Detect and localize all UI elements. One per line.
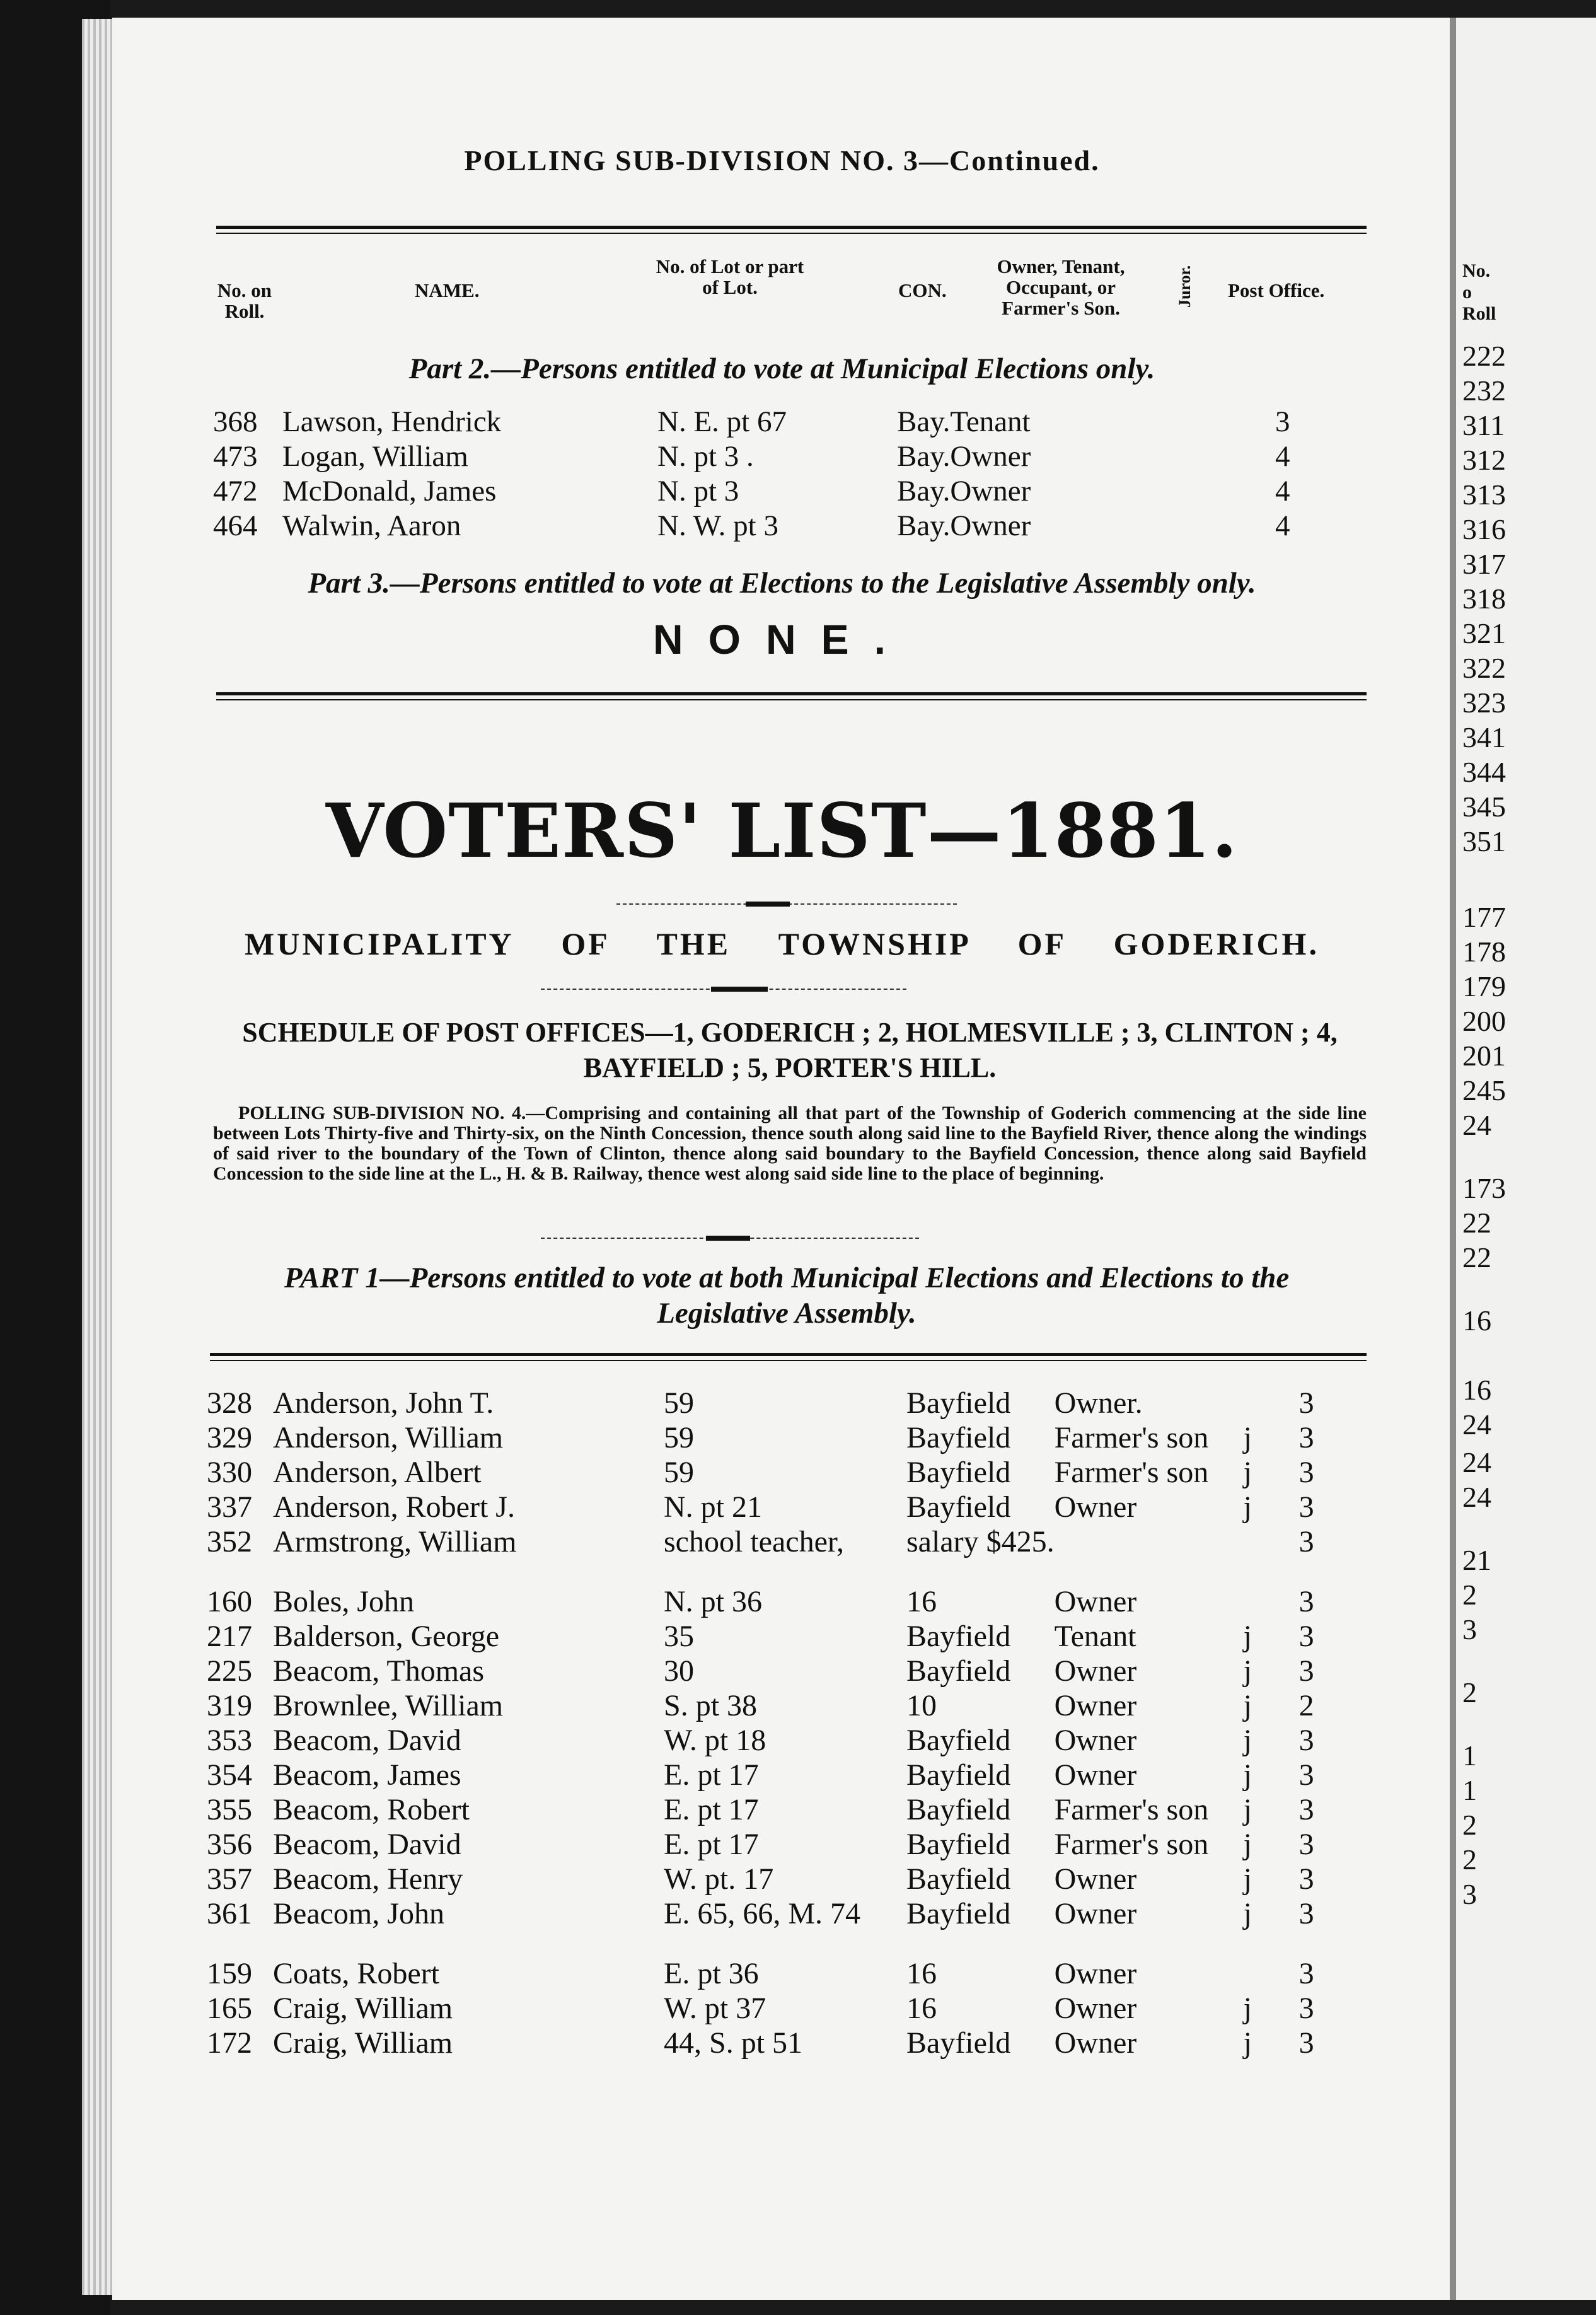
post-office-number: 2 <box>1298 1689 1314 1722</box>
post-office-number: 3 <box>1298 1724 1314 1757</box>
adjacent-roll-number: 322 <box>1462 652 1506 684</box>
adjacent-roll-number: 341 <box>1462 721 1506 753</box>
adjacent-roll-number: 2 <box>1462 1843 1477 1876</box>
juror-mark: j <box>1243 1897 1252 1930</box>
part1-heading-line2: Legislative Assembly. <box>657 1297 917 1330</box>
roll-number: 172 <box>207 2026 252 2060</box>
adjacent-roll-number: 317 <box>1462 548 1506 580</box>
voter-status: Owner <box>1054 1585 1137 1618</box>
table-row <box>207 1455 1326 1490</box>
roll-number: 329 <box>207 1421 252 1454</box>
post-office-number: 3 <box>1298 1828 1314 1861</box>
voter-lot: E. pt 17 <box>664 1793 759 1826</box>
voter-concession: 10 <box>906 1689 937 1722</box>
voter-name: Beacom, Robert <box>273 1793 470 1826</box>
voter-name: Anderson, Albert <box>273 1456 482 1489</box>
post-office-number: 3 <box>1298 2026 1314 2060</box>
page-title: VOTERS' LIST—1881. <box>325 787 1239 874</box>
voter-status: Farmer's son <box>1054 1456 1209 1489</box>
adjacent-roll-number: 24 <box>1462 1109 1491 1141</box>
table-row <box>207 1758 1326 1792</box>
adjacent-roll-number: 318 <box>1462 583 1506 615</box>
voter-lot: N. pt 3 <box>657 475 739 508</box>
voter-status: Owner <box>1054 1992 1137 2025</box>
adjacent-roll-number: 3 <box>1462 1878 1477 1910</box>
voter-lot: 59 <box>664 1386 694 1420</box>
voter-concession: Bayfield <box>906 1654 1011 1688</box>
juror-mark: j <box>1243 1992 1252 2025</box>
voter-name: Boles, John <box>273 1585 415 1618</box>
voter-post: 4 <box>1275 475 1290 508</box>
juror-mark: j <box>1243 1689 1252 1722</box>
table-row <box>207 1991 1326 2026</box>
voter-name: Beacom, James <box>273 1758 461 1792</box>
voter-lot: school teacher, <box>664 1525 844 1558</box>
voter-name: Beacom, David <box>273 1724 461 1757</box>
voter-name: Walwin, Aaron <box>282 509 461 542</box>
adjacent-roll-number: 1 <box>1462 1739 1477 1772</box>
post-office-number: 3 <box>1298 1386 1314 1420</box>
adjacent-roll-number: 313 <box>1462 479 1506 511</box>
voter-name: Beacom, Henry <box>273 1862 463 1896</box>
post-office-number: 3 <box>1298 1585 1314 1618</box>
juror-mark: j <box>1243 1724 1252 1757</box>
voter-lot: E. pt 17 <box>664 1758 759 1792</box>
list-item: 368 <box>213 405 258 438</box>
col-post-office: Post Office. <box>1228 279 1325 301</box>
voter-name: Anderson, Robert J. <box>273 1490 515 1524</box>
adjacent-roll-number: 232 <box>1462 374 1506 407</box>
voter-lot: E. pt 17 <box>664 1828 759 1861</box>
voter-lot: N. pt 21 <box>664 1490 762 1524</box>
voter-lot: W. pt 18 <box>664 1724 766 1757</box>
adjacent-col-heading: No. o Roll <box>1462 260 1496 324</box>
table-row <box>207 1723 1326 1758</box>
post-office-number: 3 <box>1298 1992 1314 2025</box>
voter-post: 4 <box>1275 509 1290 542</box>
adjacent-roll-number: 21 <box>1462 1544 1491 1576</box>
post-office-number: 3 <box>1298 1421 1314 1454</box>
juror-mark: j <box>1243 1758 1252 1792</box>
voter-concession: Bayfield <box>906 1828 1011 1861</box>
voter-con-status: Bay.Tenant <box>897 405 1031 438</box>
roll-number: 328 <box>207 1386 252 1420</box>
voter-concession: Bayfield <box>906 1490 1011 1524</box>
voter-status: Owner <box>1054 1654 1137 1688</box>
post-office-number: 3 <box>1298 1654 1314 1688</box>
table-row <box>207 1584 1326 1619</box>
table-row <box>207 1619 1326 1654</box>
voter-concession: Bayfield <box>906 1897 1011 1930</box>
post-office-number: 3 <box>1298 1456 1314 1489</box>
roll-number: 352 <box>207 1525 252 1558</box>
voter-name: Craig, William <box>273 2026 453 2060</box>
col-name: NAME. <box>415 279 480 301</box>
voter-name: Anderson, William <box>273 1421 504 1454</box>
voter-lot: 44, S. pt 51 <box>664 2026 803 2060</box>
running-head: POLLING SUB-DIVISION NO. 3—Continued. <box>464 144 1100 177</box>
voter-concession: Bayfield <box>906 1421 1011 1454</box>
voter-lot: N. E. pt 67 <box>657 405 787 438</box>
voter-name: Logan, William <box>282 440 468 473</box>
post-office-number: 3 <box>1298 1620 1314 1653</box>
roll-number: 319 <box>207 1689 252 1722</box>
col-lot: No. of Lot or part of Lot. <box>656 255 804 298</box>
post-office-number: 3 <box>1298 1862 1314 1896</box>
roll-number: 361 <box>207 1897 252 1930</box>
voter-lot: E. pt 36 <box>664 1957 759 1990</box>
document-page <box>112 18 1452 2300</box>
list-item: 464 <box>213 509 258 542</box>
voter-name: Brownlee, William <box>273 1689 504 1722</box>
voter-con-status: Bay.Owner <box>897 509 1031 542</box>
adjacent-roll-number: 245 <box>1462 1074 1506 1106</box>
adjacent-roll-number: 24 <box>1462 1481 1491 1513</box>
adjacent-roll-number: 3 <box>1462 1613 1477 1645</box>
adjacent-roll-number: 200 <box>1462 1005 1506 1037</box>
voter-status: Owner <box>1054 1689 1137 1722</box>
roll-number: 159 <box>207 1957 252 1990</box>
voter-status: Owner <box>1054 1862 1137 1896</box>
roll-number: 337 <box>207 1490 252 1524</box>
voter-name: Craig, William <box>273 1992 453 2025</box>
roll-number: 225 <box>207 1654 252 1688</box>
voter-concession: Bayfield <box>906 1758 1011 1792</box>
none-label: NONE. <box>652 616 911 663</box>
ornament-bar <box>711 987 768 992</box>
juror-mark <box>1244 1584 1288 1619</box>
voter-concession: Bayfield <box>906 1456 1011 1489</box>
juror-mark <box>1244 1524 1288 1559</box>
juror-mark: j <box>1243 1793 1252 1826</box>
roll-number: 354 <box>207 1758 252 1792</box>
voter-lot: 59 <box>664 1456 694 1489</box>
juror-mark: j <box>1243 2026 1252 2060</box>
schedule-post-offices-line1: SCHEDULE OF POST OFFICES—1, GODERICH ; 2, HOLMESVILLE ; 3, CLINTON ; 4, <box>242 1017 1338 1048</box>
voter-post: 3 <box>1275 405 1290 438</box>
post-office-number: 3 <box>1298 1793 1314 1826</box>
voter-status: Farmer's son <box>1054 1421 1209 1454</box>
adjacent-roll-number: 24 <box>1462 1446 1491 1478</box>
adjacent-roll-number: 1 <box>1462 1774 1477 1806</box>
roll-number: 353 <box>207 1724 252 1757</box>
voter-concession: Bayfield <box>906 1620 1011 1653</box>
adjacent-roll-number: 2 <box>1462 1579 1477 1611</box>
voter-name: Anderson, John T. <box>273 1386 494 1420</box>
row-spacer <box>207 1931 1326 1956</box>
voter-lot: 59 <box>664 1421 694 1454</box>
col-no-on-roll: No. on Roll. <box>217 279 272 322</box>
col-status: Owner, Tenant, Occupant, or Farmer's Son. <box>997 255 1125 319</box>
table-row <box>207 2026 1326 2060</box>
voter-concession: Bayfield <box>906 1386 1011 1420</box>
adjacent-roll-number: 177 <box>1462 901 1506 933</box>
juror-mark: j <box>1243 1490 1252 1524</box>
adjacent-roll-number: 173 <box>1462 1172 1506 1204</box>
adjacent-roll-number: 201 <box>1462 1040 1506 1072</box>
adjacent-roll-number: 351 <box>1462 825 1506 857</box>
table-row <box>207 1420 1326 1455</box>
part1-rule <box>210 1353 1367 1361</box>
voter-status: Owner <box>1054 1957 1137 1990</box>
juror-mark: j <box>1243 1828 1252 1861</box>
voter-concession: 16 <box>906 1585 937 1618</box>
adjacent-roll-number: 16 <box>1462 1374 1491 1406</box>
roll-number: 355 <box>207 1793 252 1826</box>
voter-lot: S. pt 38 <box>664 1689 758 1722</box>
voter-lot: N. pt 3 . <box>657 440 754 473</box>
voter-status: Owner <box>1054 1897 1137 1930</box>
adjacent-roll-number: 22 <box>1462 1241 1491 1274</box>
voter-name: Coats, Robert <box>273 1957 439 1990</box>
roll-number: 160 <box>207 1585 252 1618</box>
post-office-number: 3 <box>1298 1897 1314 1930</box>
ornament-bar <box>746 902 790 907</box>
voter-status: Owner <box>1054 1490 1137 1524</box>
voter-status: Owner <box>1054 1724 1137 1757</box>
voter-concession: Bayfield <box>906 1862 1011 1896</box>
voter-name: Beacom, David <box>273 1828 461 1861</box>
part2-heading: Part 2.—Persons entitled to vote at Municipal Elections only. <box>408 352 1155 385</box>
voter-concession: Bayfield <box>906 1793 1011 1826</box>
col-juror: Juror. <box>1176 265 1194 308</box>
voter-status: Owner <box>1054 1758 1137 1792</box>
juror-mark <box>1244 1956 1288 1991</box>
adjacent-roll-number: 321 <box>1462 617 1506 649</box>
roll-number: 357 <box>207 1862 252 1896</box>
adjacent-roll-number: 312 <box>1462 444 1506 476</box>
adjacent-roll-number: 22 <box>1462 1207 1491 1239</box>
voter-name: Lawson, Hendrick <box>282 405 502 438</box>
adjacent-roll-number: 2 <box>1462 1809 1477 1841</box>
adjacent-roll-number: 323 <box>1462 687 1506 719</box>
section-rule <box>216 692 1367 700</box>
voter-name: Beacom, John <box>273 1897 444 1930</box>
voter-concession: salary $425. <box>906 1525 1055 1558</box>
voter-table <box>207 1386 1326 2060</box>
table-row <box>207 1827 1326 1862</box>
adjacent-roll-number: 178 <box>1462 936 1506 968</box>
voter-concession: Bayfield <box>906 2026 1011 2060</box>
subdivision-description: POLLING SUB-DIVISION NO. 4.—Comprising and containing all that part of the Township of Goderich commencing at the side line between Lots Thirty-five and Thirty-six, on the Ninth Concession, thence south along said line to the Bayfield River, thence along the windings of said river to the boundary of the Town of Clinton, thence along said boundary to the Bayfield Concession, thence along said Bayfield Concession to the side line at the L., H. & B. Railway, thence west along said side line to the place of beginning. <box>213 1103 1367 1184</box>
adjacent-roll-number: 2 <box>1462 1676 1477 1709</box>
voter-lot: W. pt. 17 <box>664 1862 774 1896</box>
juror-mark: j <box>1243 1421 1252 1454</box>
post-office-number: 3 <box>1298 1525 1314 1558</box>
juror-mark <box>1244 1386 1288 1420</box>
list-item: 473 <box>213 440 258 473</box>
roll-number: 217 <box>207 1620 252 1653</box>
row-spacer <box>207 1559 1326 1584</box>
voter-status <box>1055 1524 1244 1559</box>
table-row <box>207 1792 1326 1827</box>
voter-name: McDonald, James <box>282 475 497 508</box>
adjacent-roll-number: 24 <box>1462 1408 1491 1441</box>
table-row <box>207 1896 1326 1931</box>
voter-status: Tenant <box>1054 1620 1136 1653</box>
part3-heading: Part 3.—Persons entitled to vote at Elections to the Legislative Assembly only. <box>308 567 1256 600</box>
voter-lot: N. W. pt 3 <box>657 509 778 542</box>
adjacent-roll-number: 222 <box>1462 340 1506 372</box>
adjacent-roll-number: 316 <box>1462 513 1506 545</box>
voter-lot: 35 <box>664 1620 694 1653</box>
voter-name: Balderson, George <box>273 1620 500 1653</box>
adjacent-roll-number: 345 <box>1462 791 1506 823</box>
voter-post: 4 <box>1275 440 1290 473</box>
voter-con-status: Bay.Owner <box>897 475 1031 508</box>
voter-status: Owner. <box>1054 1386 1143 1420</box>
juror-mark: j <box>1243 1654 1252 1688</box>
table-row <box>207 1862 1326 1896</box>
table-row <box>207 1386 1326 1420</box>
adjacent-roll-number: 179 <box>1462 970 1506 1002</box>
table-row <box>207 1688 1326 1723</box>
table-row <box>207 1654 1326 1688</box>
adjacent-roll-number: 16 <box>1462 1304 1491 1337</box>
voter-name: Armstrong, William <box>273 1525 517 1558</box>
roll-number: 356 <box>207 1828 252 1861</box>
roll-number: 165 <box>207 1992 252 2025</box>
adjacent-roll-number: 344 <box>1462 756 1506 788</box>
juror-mark: j <box>1243 1862 1252 1896</box>
voter-status: Farmer's son <box>1054 1828 1209 1861</box>
municipality-heading: MUNICIPALITY OF THE TOWNSHIP OF GODERICH. <box>245 926 1319 961</box>
voter-lot: E. 65, 66, M. 74 <box>664 1897 860 1930</box>
adjacent-page <box>1456 18 1596 2300</box>
voter-concession: Bayfield <box>906 1724 1011 1757</box>
juror-mark: j <box>1243 1456 1252 1489</box>
voter-concession: 16 <box>906 1957 937 1990</box>
voter-lot: W. pt 37 <box>664 1992 766 2025</box>
table-row <box>207 1956 1326 1991</box>
voter-lot: 30 <box>664 1654 694 1688</box>
voter-con-status: Bay.Owner <box>897 440 1031 473</box>
roll-number: 330 <box>207 1456 252 1489</box>
table-row <box>207 1524 1326 1559</box>
juror-mark: j <box>1243 1620 1252 1653</box>
post-office-number: 3 <box>1298 1490 1314 1524</box>
voter-status: Farmer's son <box>1054 1793 1209 1826</box>
header-rule <box>216 226 1367 234</box>
voter-lot: N. pt 36 <box>664 1585 762 1618</box>
list-item: 472 <box>213 475 258 508</box>
schedule-post-offices-line2: BAYFIELD ; 5, PORTER'S HILL. <box>583 1052 997 1083</box>
col-con: CON. <box>898 279 947 301</box>
ornament-bar <box>706 1236 750 1241</box>
voter-name: Beacom, Thomas <box>273 1654 485 1688</box>
voter-concession: 16 <box>906 1992 937 2025</box>
post-office-number: 3 <box>1298 1957 1314 1990</box>
table-row <box>207 1490 1326 1524</box>
post-office-number: 3 <box>1298 1758 1314 1792</box>
part1-heading-line1: PART 1—Persons entitled to vote at both Municipal Elections and Elections to the <box>284 1262 1290 1294</box>
voter-status: Owner <box>1054 2026 1137 2060</box>
adjacent-roll-number: 311 <box>1462 409 1505 441</box>
